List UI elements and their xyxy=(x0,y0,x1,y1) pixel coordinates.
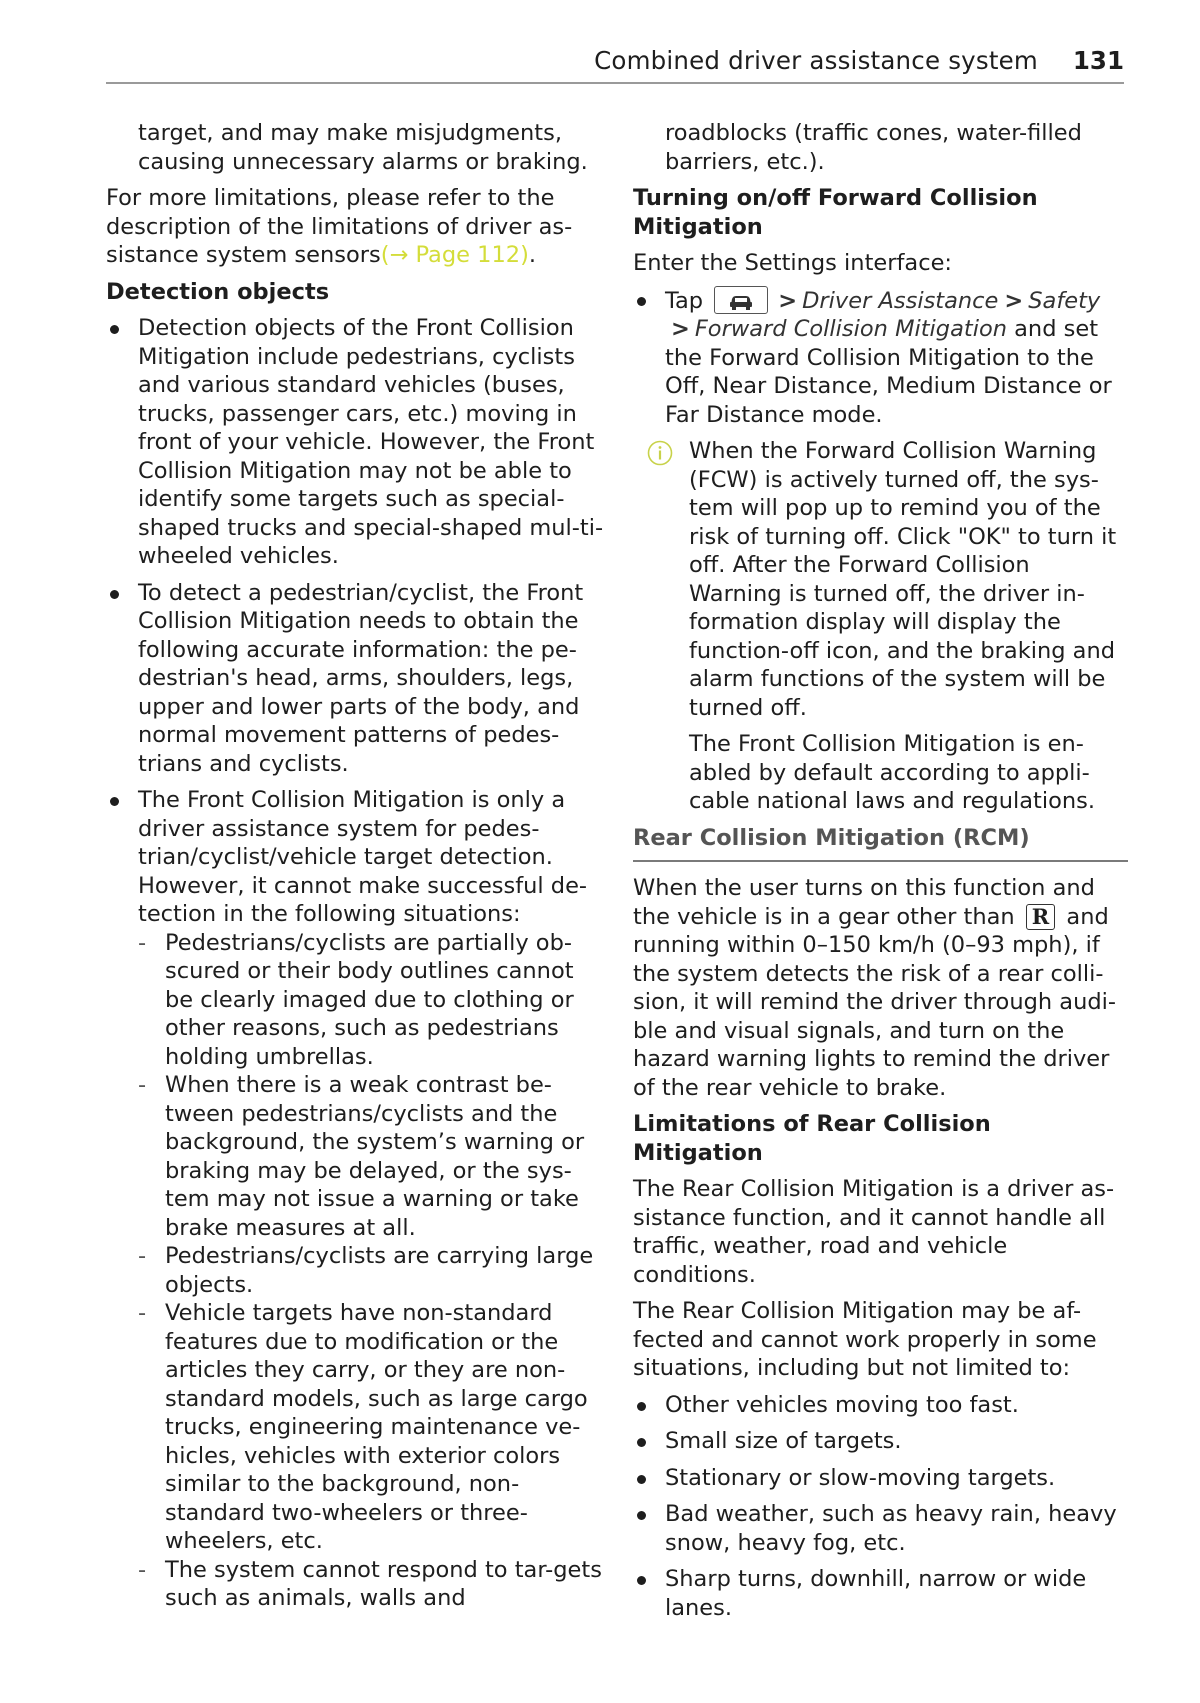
rcm-text-post: and running within 0–150 km/h (0–93 mph), if the system detects the risk of a rear colli-sion, it will remind the driver through audi-ble and visual signals, and turn on the hazard warning lights to remind the driver of the rear vehicle to brake. xyxy=(633,903,1116,1101)
dash-mark: - xyxy=(138,1243,147,1269)
tap-word: Tap xyxy=(665,287,704,314)
heading-detection-objects: Detection objects xyxy=(106,278,330,305)
limitations-period: . xyxy=(528,242,537,268)
continued-text: target, and may make misjudgments, causing unnecessary alarms or braking. xyxy=(138,120,588,175)
bullet-text: To detect a pedestrian/cyclist, the Front Collision Mitigation needs to obtain the following accurate information: the pe-destrian's head, arms, shoulders, legs, upper and lower parts of the body, and normal movement patterns of pedes-trians and cyclists. xyxy=(138,579,584,777)
limits-paragraph: The Rear Collision Mitigation is a driver as-sistance function, and it cannot handle all traffic, weather, road and vehicle conditions. xyxy=(633,1176,1115,1288)
dash-mark: - xyxy=(138,1300,147,1326)
bullet-dot xyxy=(637,1576,646,1585)
bullet-item xyxy=(633,1427,1128,1456)
page-number: 131 xyxy=(1072,46,1124,75)
bullet-text: Other vehicles moving too fast. xyxy=(665,1391,1019,1418)
menu-path-driver-assistance: Driver Assistance xyxy=(802,287,999,314)
bullet-text: Small size of targets. xyxy=(665,1428,902,1454)
dash-text: Vehicle targets have non-standard features due to modification or the articles they carry, or they are non-standard models, such as large cargo trucks, engineering maintenance ve-hicles, vehicles with exterior colors similar to the background, non-standard two-wheelers or three-wheelers, etc. xyxy=(165,1300,588,1554)
page-header xyxy=(106,44,1124,84)
bullet-item xyxy=(633,1500,1128,1557)
bullet-dot xyxy=(637,297,646,306)
bullet-text: Sharp turns, downhill, narrow or wide lanes. xyxy=(665,1566,1087,1621)
dash-item xyxy=(138,1556,606,1613)
chevron-right-icon: > xyxy=(1004,287,1024,314)
menu-path-fcm: Forward Collision Mitigation xyxy=(694,316,1007,342)
note-text: The Front Collision Mitigation is en-abled by default according to appli-cable national laws and regulations. xyxy=(689,731,1095,814)
bullet-dot xyxy=(637,1475,646,1484)
dash-mark: - xyxy=(138,1072,147,1098)
bullet-text: Detection objects of the Front Collision Mitigation include pedestrians, cyclists and various standard vehicles (buses, trucks, passenger cars, etc.) moving in front of your vehicle. However, the Front Collision Mitigation may not be able to identify some targets such as special-shaped trucks and special-shaped mul-ti-wheeled vehicles. xyxy=(138,315,604,569)
header-title: Combined driver assistance system xyxy=(594,46,1038,75)
tap-rest-text: and set the Forward Collision Mitigation to the Off, Near Distance, Medium Distance or Far Distance mode. xyxy=(665,316,1112,428)
bullet-item xyxy=(633,1565,1128,1622)
info-icon xyxy=(647,440,673,466)
section-heading-rcm: Rear Collision Mitigation (RCM) xyxy=(633,824,1128,863)
menu-path-safety: Safety xyxy=(1028,287,1101,314)
bullet-item xyxy=(106,579,606,779)
bullet-item xyxy=(106,314,606,571)
limitations-reference xyxy=(106,184,606,270)
dash-text: When there is a weak contrast be-tween pedestrians/cyclists and the background, the system’s warning or braking may be delayed, or the sys-tem may not issue a warning or take brake measures at all. xyxy=(165,1072,585,1241)
heading-limitations-rcm: Limitations of Rear Collision Mitigation xyxy=(633,1111,991,1166)
chevron-right-icon: > xyxy=(778,287,798,314)
dash-mark: - xyxy=(138,929,147,956)
left-column xyxy=(106,119,606,1621)
bullet-dot xyxy=(637,1402,646,1411)
dash-item xyxy=(138,929,606,1072)
bullet-dot xyxy=(110,325,119,334)
bullet-text: Stationary or slow-moving targets. xyxy=(665,1464,1056,1491)
dash-item xyxy=(138,1242,606,1299)
bullet-dot xyxy=(637,1438,646,1447)
bullet-dot xyxy=(110,797,119,806)
bullet-dot xyxy=(637,1511,646,1520)
gear-r-icon: R xyxy=(1026,904,1055,930)
right-column xyxy=(633,119,1128,1630)
heading-turning-on-off: Turning on/off Forward Collision Mitigation xyxy=(633,185,1038,240)
enter-settings-text: Enter the Settings interface: xyxy=(633,250,952,276)
car-icon xyxy=(714,286,768,314)
bullet-item-tap-instruction xyxy=(633,286,1128,430)
limits-paragraph: The Rear Collision Mitigation may be af-fected and cannot work properly in some situations, including but not limited to: xyxy=(633,1298,1097,1381)
dash-item xyxy=(138,1071,606,1242)
bullet-text: Bad weather, such as heavy rain, heavy snow, heavy fog, etc. xyxy=(665,1501,1117,1556)
note-text: When the Forward Collision Warning (FCW) is actively turned off, the sys-tem will pop up to remind you of the risk of turning off. Click "OK" to turn it off. After the Forward Collision Warning is turned off, the driver in-formation display will display the function-off icon, and the braking and alarm functions of the system will be turned off. xyxy=(689,438,1117,721)
dash-text: The system cannot respond to tar-gets such as animals, walls and xyxy=(165,1556,602,1611)
rcm-description xyxy=(633,874,1128,1102)
continued-text: roadblocks (traffic cones, water-filled barriers, etc.). xyxy=(665,120,1082,175)
rcm-text-pre: When the user turns on this function and the vehicle is in a gear other than xyxy=(633,875,1095,930)
bullet-item xyxy=(633,1464,1128,1493)
info-note xyxy=(633,437,1128,816)
bullet-dot xyxy=(110,590,119,599)
bullet-item xyxy=(106,786,606,1613)
bullet-item xyxy=(633,1391,1128,1420)
bullet-text: The Front Collision Mitigation is only a driver assistance system for pedes-trian/cyclist/vehicle target detection. However, it cannot make successful de-tection in the following situations: xyxy=(138,787,588,927)
chevron-right-icon: > xyxy=(671,316,690,342)
dash-text: Pedestrians/cyclists are carrying large objects. xyxy=(165,1243,594,1298)
page-link[interactable]: (→ Page 112) xyxy=(380,242,529,268)
dash-item xyxy=(138,1299,606,1556)
limitations-text: For more limitations, please refer to the description of the limitations of driver as-sistance system sensors xyxy=(106,185,573,268)
dash-mark: - xyxy=(138,1556,147,1583)
dash-text: Pedestrians/cyclists are partially ob-scured or their body outlines cannot be clearly imaged due to clothing or other reasons, such as pedestrians holding umbrellas. xyxy=(165,929,574,1070)
